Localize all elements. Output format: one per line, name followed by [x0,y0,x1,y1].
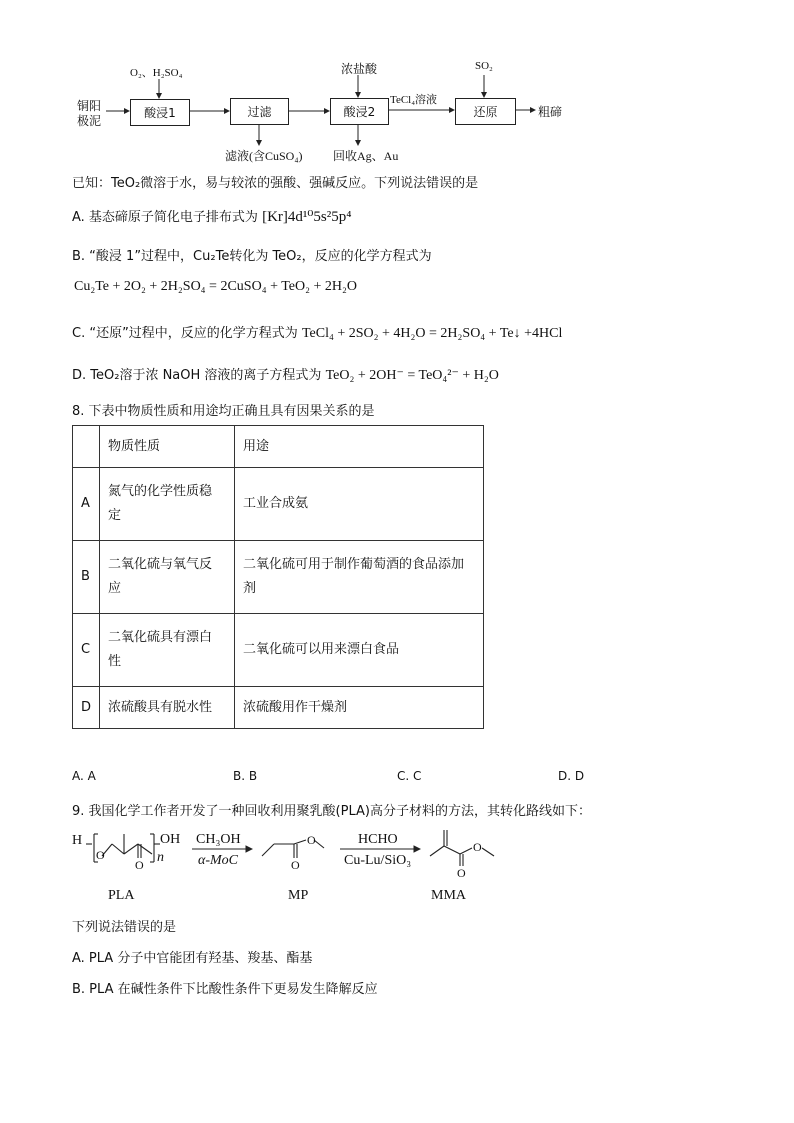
table-row-property-line: 二氧化硫与氧气反 [108,557,213,572]
table-row-use: 二氧化硫可以用来漂白食品 [235,614,484,687]
q9-follow-text: 下列说法错误的是 [72,920,177,935]
table-row-key: A [73,468,100,541]
table-row-property-line: 定 [108,508,122,523]
table-row-use-line: 二氧化硫可用于制作葡萄酒的食品添加 [243,557,465,572]
q7-option-d-equation: TeO₂ + 2OH⁻ = TeO₄²⁻ + H₂O [325,368,499,383]
q8-option-b: B. B [233,769,258,783]
q8-stem: 8. 下表中物质性质和用途均正确且具有因果关系的是 [72,404,375,419]
q8-option-a: A. A [72,769,96,783]
mma-structure [430,830,494,866]
arrow1-reagent: CH₃OH [196,832,241,847]
q7-option-a-text: A. 基态碲原子简化电子排布式为 [72,210,258,225]
table-header-row [73,426,484,468]
flow-reagent-so2: SO₂ [475,60,493,72]
table-row [73,468,484,541]
flow-filtrate-label: 滤液(含CuSO₄) [225,149,303,163]
flow-box-filter: 过滤 [230,98,289,125]
table-row-use-line: 剂 [243,581,257,596]
q7-option-c-text: C. “还原”过程中，反应的化学方程式为 [72,326,298,341]
q9-stem: 9. 我国化学工作者开发了一种回收利用聚乳酸(PLA)高分子材料的方法，其转化路线如下： [72,804,591,819]
q7-option-d [72,364,499,384]
mma-carbonyl-o-atom: O [457,866,466,880]
q7-option-b: B. “酸浸 1”过程中，Cu₂Te转化为 TeO₂，反应的化学方程式为 [72,249,432,264]
mp-ester-o-atom: O [307,833,316,847]
q8-option-c: C. C [397,769,422,783]
q7-option-a [72,206,351,226]
arrow2-reagent: HCHO [358,832,398,847]
table-row-property [100,614,235,687]
pla-carbonyl-o-atom: O [135,858,144,872]
table-header-cell: 物质性质 [100,426,235,468]
table-row-property-line: 二氧化硫具有漂白 [108,630,213,645]
table-row-property [100,468,235,541]
table-row-property: 浓硫酸具有脱水性 [100,687,235,729]
table-row-property-line: 氮气的化学性质稳 [108,484,213,499]
label-mma: MMA [431,888,467,903]
flow-box-acid-leach-1: 酸浸1 [130,99,190,126]
flow-box-reduction: 还原 [455,98,516,125]
flow-product-label: 粗碲 [538,105,563,119]
table-row [73,614,484,687]
q8-option-d: D. D [558,769,585,783]
q7-option-a-formula: [Kr]4d¹⁰5s²5p⁴ [262,209,352,225]
label-mp: MP [288,888,309,903]
arrow1-catalyst: α-MoC [198,853,239,868]
q8-property-table [72,425,484,729]
flow-box-acid-leach-2: 酸浸2 [330,98,389,125]
table-row-key: B [73,541,100,614]
flow-arrows [0,0,794,175]
table-row-property-line: 性 [108,654,122,669]
arrow2-catalyst: Cu-Lu/SiO₃ [344,853,412,868]
mp-carbonyl-o-atom: O [291,858,300,872]
table-row-use [235,541,484,614]
q7-option-c [72,322,562,342]
table-row-use: 工业合成氨 [235,468,484,541]
flow-recover-label: 回收Ag、Au [333,149,399,163]
mma-ester-o-atom: O [473,840,482,854]
flow-start-line1: 铜阳 [77,99,102,113]
pla-oh-group: OH [160,832,181,847]
table-row [73,687,484,729]
table-row-property-line: 应 [108,581,122,596]
table-row-key: C [73,614,100,687]
table-header-cell [73,426,100,468]
flow-reagent-hcl: 浓盐酸 [341,62,378,76]
label-pla: PLA [108,888,135,903]
flow-reagent-o2-h2so4: O₂、H₂SO₄ [130,67,183,79]
table-row-property [100,541,235,614]
pla-n-subscript: n [157,850,164,865]
q9-option-a: A. PLA 分子中官能团有羟基、羧基、酯基 [72,951,313,966]
pla-h-atom: H [72,833,83,848]
q7-option-c-equation: TeCl₄ + 2SO₂ + 4H₂O = 2H₂SO₄ + Te↓ +4HCl [301,326,563,341]
q7-option-d-text: D. TeO₂溶于浓 NaOH 溶液的离子方程式为 [72,368,322,383]
pla-o-atom: O [96,848,105,862]
q7-option-b-equation: Cu₂Te + 2O₂ + 2H₂SO₄ = 2CuSO₄ + TeO₂ + 2H₂O [74,279,357,294]
flow-tecl4-label: TeCl₄溶液 [390,94,438,106]
table-row [73,541,484,614]
table-row-use: 浓硫酸用作干燥剂 [235,687,484,729]
table-row-key: D [73,687,100,729]
flow-start-line2: 极泥 [77,114,102,128]
table-header-cell: 用途 [235,426,484,468]
q9-option-b: B. PLA 在碱性条件下比酸性条件下更易发生降解反应 [72,982,378,997]
q7-known-text: 已知：TeO₂微溶于水，易与较浓的强酸、强碱反应。下列说法错误的是 [72,176,479,191]
